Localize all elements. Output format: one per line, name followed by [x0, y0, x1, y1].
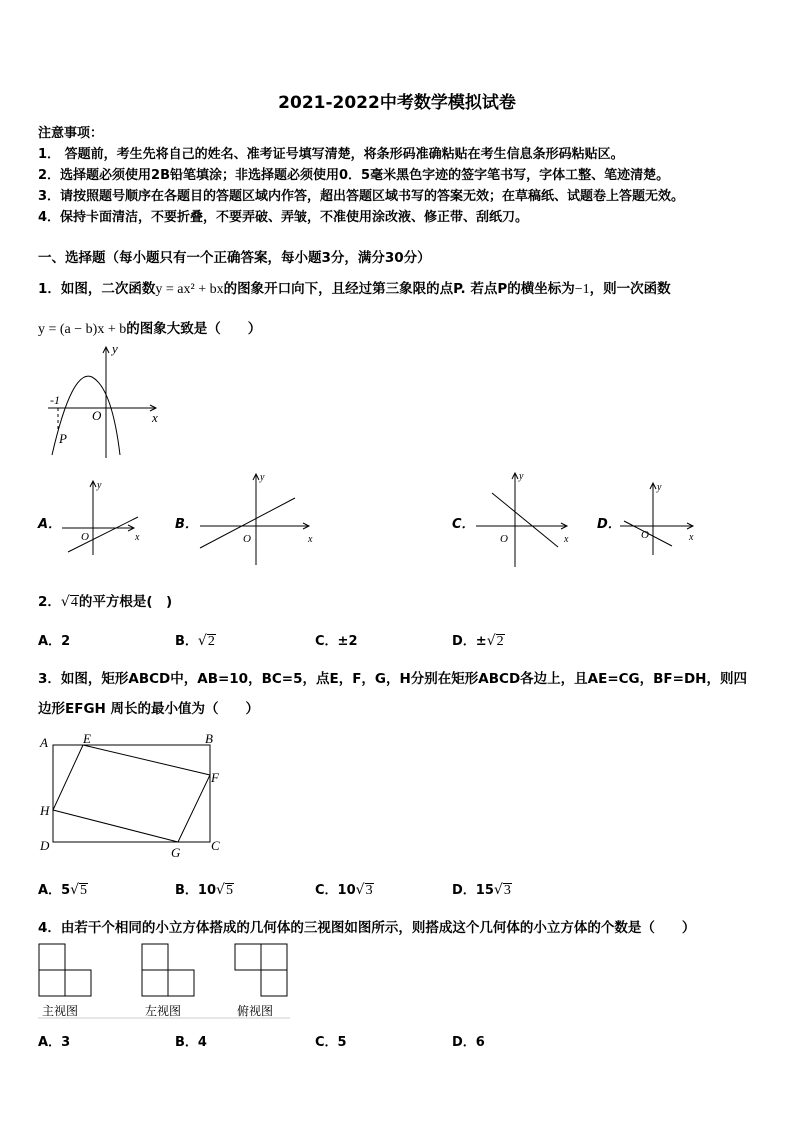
q3-option-d-coef: 15: [475, 883, 494, 898]
q1-option-c-label: C．: [452, 517, 475, 532]
q1-option-d-graph: [620, 483, 693, 555]
q4-option-a-label: A．: [38, 1035, 62, 1050]
q3-option-a: [38, 879, 88, 898]
q3-option-b-coef: 10: [197, 883, 217, 898]
radical-sign-icon: √: [60, 594, 70, 610]
b-y-label: y: [260, 472, 265, 483]
radical-sign-icon: √: [355, 882, 365, 898]
side-cell-bottom-left: [142, 970, 168, 996]
q4-option-b-label: B．: [175, 1035, 198, 1050]
q2-radicand: 4: [70, 595, 78, 610]
q4-side-view-label: 左视图: [145, 1004, 182, 1018]
q4-line1: 4．由若干个相同的小立方体搭成的几何体的三视图如图所示，则搭成这个几何体的小立方体的个数是（ ）: [38, 920, 696, 936]
q3-line2: 边形EFGH 周长的最小值为（ ）: [38, 701, 260, 717]
q3-option-d-label: D．: [452, 883, 476, 898]
q1-option-a-label: A．: [38, 517, 62, 532]
q3-line1: 3．如图，矩形ABCD中，AB=10，BC=5，点E，F，G，H分别在矩形ABCD各边上，且AE=CG，BF=DH，则四: [38, 671, 747, 687]
front-cell-bottom-right: [65, 970, 91, 996]
note-item-2: 2．选择题必须使用2B铅笔填涂；非选择题必须使用0．5毫米黑色字迹的签字笔书写，字体工整、笔迹清楚。: [38, 168, 670, 183]
q4-option-d-text: 6: [475, 1035, 485, 1050]
q1-text-b: 的图象开口向下，且经过第三象限的点P. 若点P的横坐标为: [223, 281, 575, 297]
q3-option-c: [315, 879, 374, 898]
q1-x-label: x: [152, 410, 158, 425]
q3-option-b: [175, 879, 234, 898]
note-item-4: 4．保持卡面清洁，不要折叠，不要弄破、弄皱，不准使用涂改液、修正带、刮纸刀。: [38, 210, 529, 225]
q4-option-c-text: 5: [337, 1035, 347, 1050]
q1-p-label: P: [59, 431, 67, 446]
q2-option-c-label: C．: [315, 634, 338, 649]
q2-question: [38, 590, 172, 610]
q1-text-c: ，则一次函数: [589, 281, 671, 297]
q3-label-e: E: [83, 731, 91, 746]
radical-sign-icon: √: [70, 882, 80, 898]
note-item-1: 1． 答题前，考生先将自己的姓名、准考证号填写清楚，将条形码准确粘贴在考生信息条形码粘贴区。: [38, 147, 624, 162]
q2-number: 2．: [38, 594, 61, 610]
q1-option-b-graph: [200, 474, 309, 565]
q4-top-view: [235, 944, 287, 996]
q3-rectangle-figure: [53, 745, 210, 842]
d-y-label: y: [657, 482, 662, 493]
quadrilateral-efgh: [53, 745, 210, 842]
q1-eq1: y = ax² + bx: [155, 282, 224, 297]
q1-text-line2: 的图象大致是（ ）: [126, 321, 262, 337]
a-origin-label: O: [81, 531, 89, 543]
q1-y-label: y: [112, 341, 118, 356]
q4-option-b: [175, 1031, 207, 1050]
q2-option-d-text: ±: [475, 634, 487, 649]
q1-origin-label: O: [92, 408, 102, 423]
q3-option-b-label: B．: [175, 883, 198, 898]
a-line: [68, 517, 138, 552]
q4-top-view-label: 俯视图: [237, 1004, 274, 1018]
q3-label-h: H: [40, 803, 50, 818]
q3-option-c-coef: 10: [337, 883, 356, 898]
q1-option-d-label: D．: [597, 517, 621, 532]
q3-label-d: D: [40, 838, 50, 853]
page-title: 2021-2022中考数学模拟试卷: [278, 93, 516, 113]
q2-option-a-label: A．: [38, 634, 62, 649]
q3-label-c: C: [211, 838, 220, 853]
q2-option-b-radicand: 2: [207, 634, 215, 649]
q4-option-c: [315, 1031, 347, 1050]
q4-option-d: [452, 1031, 485, 1050]
q2-option-d-label: D．: [452, 634, 476, 649]
q1-option-a-graph: [62, 481, 138, 555]
radical-sign-icon: √: [493, 882, 503, 898]
q3-label-b: B: [205, 731, 213, 746]
b-x-label: x: [308, 534, 313, 545]
front-cell-bottom-left: [39, 970, 65, 996]
top-cell-bottom-right: [261, 970, 287, 996]
c-x-label: x: [564, 534, 569, 545]
q2-option-b-label: B．: [175, 634, 198, 649]
q3-option-a-label: A．: [38, 883, 62, 898]
q3-option-a-radicand: 5: [80, 883, 88, 898]
q2-option-c-text: ±2: [337, 634, 358, 649]
q3-option-c-label: C．: [315, 883, 338, 898]
q4-option-d-label: D．: [452, 1035, 476, 1050]
d-origin-label: O: [641, 529, 649, 541]
radical-sign-icon: √: [197, 633, 207, 649]
side-cell-bottom-right: [168, 970, 194, 996]
c-origin-label: O: [500, 533, 508, 545]
q4-side-view: [142, 944, 194, 996]
top-cell-top-right: [261, 944, 287, 970]
q3-option-a-coef: 5: [61, 883, 71, 898]
b-origin-label: O: [243, 533, 251, 545]
q3-label-f: F: [211, 770, 219, 785]
q4-front-view-label: 主视图: [42, 1004, 79, 1018]
q2-option-a-text: 2: [61, 634, 71, 649]
q4-option-a-text: 3: [61, 1035, 71, 1050]
q3-option-b-radicand: 5: [225, 883, 233, 898]
radical-sign-icon: √: [216, 882, 225, 898]
q4-option-b-text: 4: [197, 1035, 207, 1050]
q2-option-a: [38, 630, 70, 649]
q2-option-c: [315, 630, 358, 649]
q3-label-a: A: [40, 735, 48, 750]
q2-option-b: [175, 630, 216, 649]
a-y-label: y: [97, 480, 102, 491]
section-heading: 一、选择题（每小题只有一个正确答案，每小题3分，满分30分）: [38, 250, 431, 266]
c-y-label: y: [519, 471, 524, 482]
side-cell-top: [142, 944, 168, 970]
top-cell-top-left: [235, 944, 261, 970]
d-x-label: x: [689, 532, 694, 543]
q2-option-d-radicand: 2: [496, 634, 504, 649]
q3-option-d-radicand: 3: [503, 883, 511, 898]
q3-label-g: G: [171, 845, 181, 860]
q3-option-c-radicand: 3: [365, 883, 373, 898]
q3-option-d: [452, 879, 512, 898]
q4-option-c-label: C．: [315, 1035, 338, 1050]
q1-option-c-graph: [476, 473, 567, 567]
q1-neg1-label: -1: [50, 393, 60, 407]
notes-heading: 注意事项：: [38, 126, 104, 141]
q1-text-a: 1．如图，二次函数: [38, 281, 156, 297]
q2-option-d: [452, 630, 505, 649]
front-cell-top: [39, 944, 65, 970]
q1-eq2: y = (a − b)x + b: [38, 322, 127, 337]
q4-option-a: [38, 1031, 70, 1050]
radical-sign-icon: √: [486, 633, 496, 649]
q2-text: 的平方根是( ): [78, 594, 173, 610]
q1-neg1: −1: [574, 282, 590, 297]
q1-option-b-label: B．: [175, 517, 198, 532]
a-x-label: x: [135, 532, 140, 543]
q4-front-view: [39, 944, 91, 996]
note-item-3: 3．请按照题号顺序在各题目的答题区域内作答，超出答题区域书写的答案无效；在草稿纸、试题卷上答题无效。: [38, 189, 685, 204]
